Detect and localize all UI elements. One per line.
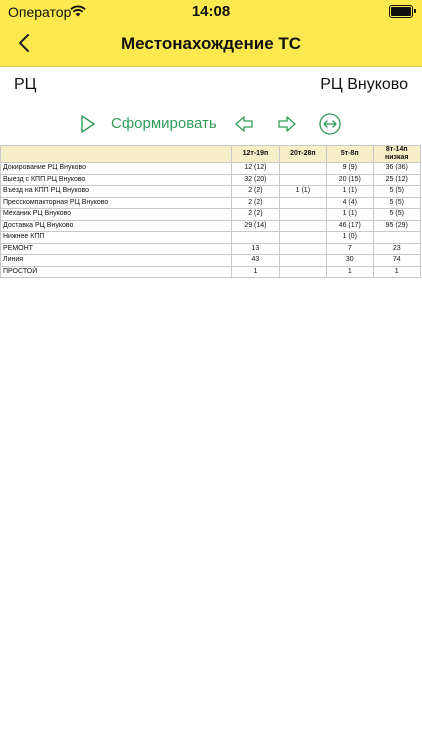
next-button[interactable] [277, 112, 297, 136]
arrow-right-icon [277, 112, 297, 136]
cell: 1 (0) [327, 232, 373, 244]
row-name: Механик РЦ Внуково [1, 209, 232, 221]
cell: 7 [327, 243, 373, 255]
row-name: Линия [1, 255, 232, 267]
table-row[interactable] [1, 255, 421, 267]
cell [279, 220, 326, 232]
cell: 2 (2) [232, 209, 279, 221]
column-header: 5т-8п [327, 146, 373, 163]
cell: 95 (29) [373, 220, 421, 232]
cell: 1 (1) [279, 186, 326, 198]
table-row[interactable] [1, 243, 421, 255]
column-header-name [1, 146, 232, 163]
cell: 2 (2) [232, 197, 279, 209]
table-header-row [1, 146, 421, 163]
navigation-bar [0, 0, 422, 67]
expand-button[interactable] [318, 112, 342, 136]
cell: 9 (9) [327, 163, 373, 175]
cell: 1 [373, 266, 421, 278]
cell [373, 232, 421, 244]
row-name: Въезд на КПП РЦ Внуково [1, 186, 232, 198]
cell: 25 (12) [373, 174, 421, 186]
cell: 46 (17) [327, 220, 373, 232]
row-name: РЕМОНТ [1, 243, 232, 255]
table-row[interactable] [1, 174, 421, 186]
cell [232, 232, 279, 244]
cell: 30 [327, 255, 373, 267]
cell [279, 163, 326, 175]
cell: 5 (5) [373, 186, 421, 198]
cell: 23 [373, 243, 421, 255]
status-time: 14:08 [191, 3, 231, 20]
cell: 12 (12) [232, 163, 279, 175]
report-table [0, 145, 421, 278]
expand-horizontal-icon [318, 112, 342, 136]
cell [279, 174, 326, 186]
table-row[interactable] [1, 186, 421, 198]
column-header-line: низкая [385, 154, 409, 161]
cell: 1 (1) [327, 209, 373, 221]
cell: 13 [232, 243, 279, 255]
rc-label: РЦ [14, 76, 37, 93]
column-header: 20т-28п [279, 146, 326, 163]
row-name: Пресскомпакторная РЦ Внуково [1, 197, 232, 209]
table-row[interactable] [1, 266, 421, 278]
cell: 1 [232, 266, 279, 278]
row-name: Нижнее КПП [1, 232, 232, 244]
carrier-name: Оператор [8, 4, 72, 20]
play-icon [79, 112, 97, 136]
play-button[interactable] [79, 112, 97, 136]
cell: 5 (5) [373, 209, 421, 221]
cell [279, 209, 326, 221]
previous-button[interactable] [234, 112, 254, 136]
cell [279, 255, 326, 267]
form-report-button[interactable]: Сформировать [111, 115, 217, 132]
cell: 20 (15) [327, 174, 373, 186]
cell: 4 (4) [327, 197, 373, 209]
table-row[interactable] [1, 163, 421, 175]
row-name: Выезд с КПП РЦ Внуково [1, 174, 232, 186]
arrow-left-icon [234, 112, 254, 136]
column-header [373, 146, 421, 163]
column-header-line: 8т-14п [385, 146, 408, 153]
cell: 36 (36) [373, 163, 421, 175]
cell [279, 266, 326, 278]
battery-icon [389, 5, 413, 18]
table-row[interactable] [1, 197, 421, 209]
cell: 43 [232, 255, 279, 267]
cell: 1 (1) [327, 186, 373, 198]
cell: 5 (5) [373, 197, 421, 209]
cell [279, 243, 326, 255]
status-bar [0, 0, 422, 22]
cell [279, 197, 326, 209]
cell: 32 (20) [232, 174, 279, 186]
table-row[interactable] [1, 209, 421, 221]
row-name: Докирование РЦ Внуково [1, 163, 232, 175]
table-row[interactable] [1, 220, 421, 232]
row-name: ПРОСТОЙ [1, 266, 232, 278]
toolbar [0, 112, 422, 138]
cell [279, 232, 326, 244]
cell: 74 [373, 255, 421, 267]
row-name: Доставка РЦ Внуково [1, 220, 232, 232]
cell: 1 [327, 266, 373, 278]
page-title: Местонахождение ТС [120, 34, 302, 53]
column-header: 12т-19п [232, 146, 279, 163]
cell: 29 (14) [232, 220, 279, 232]
rc-select[interactable]: РЦ Внуково [320, 76, 408, 93]
cell: 2 (2) [232, 186, 279, 198]
table-row[interactable] [1, 232, 421, 244]
